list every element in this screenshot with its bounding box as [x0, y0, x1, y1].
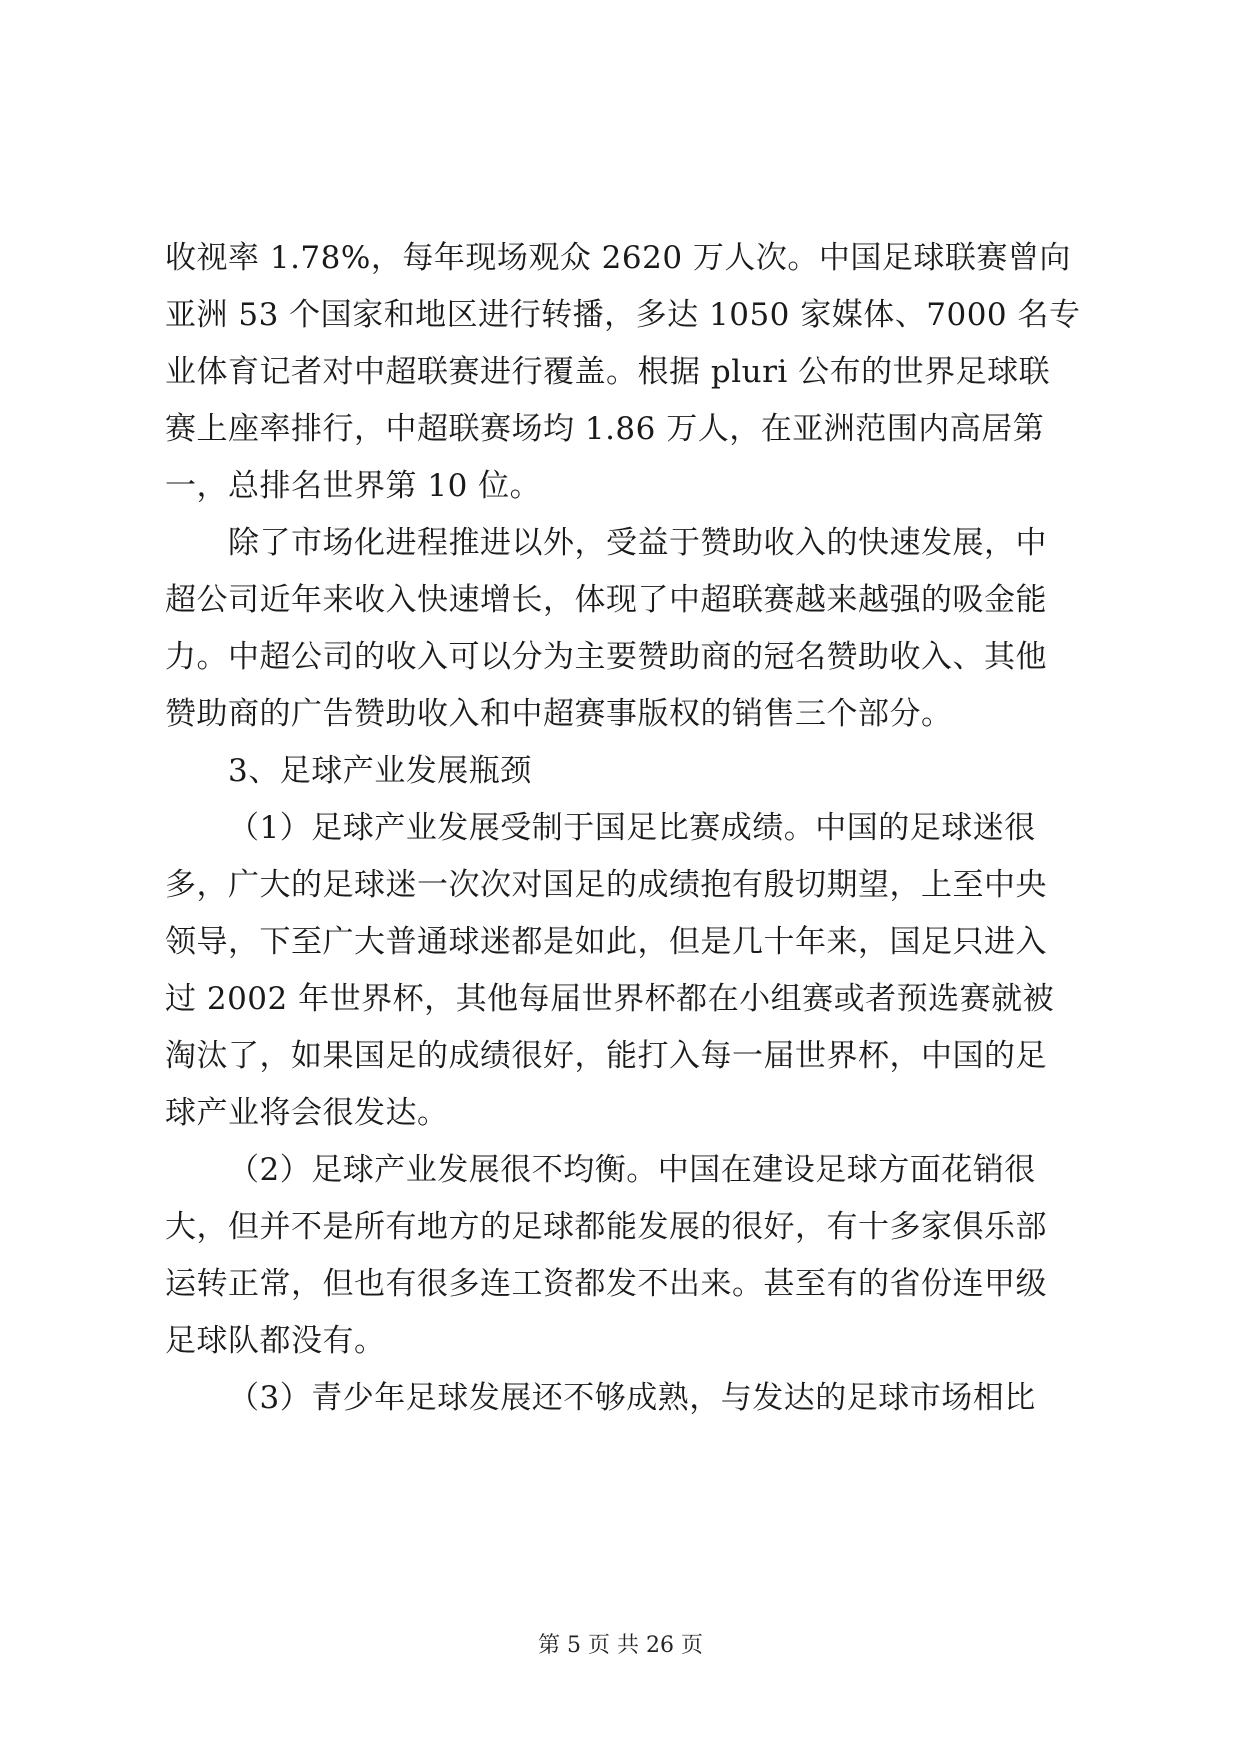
text-line: 收视率 1.78%，每年现场观众 2620 万人次。中国足球联赛曾向: [165, 240, 1071, 276]
text-line: 足球队都没有。: [165, 1323, 386, 1359]
paragraph-first-line: （3）青少年足球发展还不够成熟，与发达的足球市场相比: [228, 1380, 1036, 1416]
text-line: 球产业将会很发达。: [165, 1095, 449, 1131]
text-line: 领导，下至广大普通球迷都是如此，但是几十年来，国足只进入: [165, 924, 1047, 960]
page-footer: 第 5 页 共 26 页: [538, 1633, 703, 1658]
section-heading: 3、足球产业发展瓶颈: [228, 753, 532, 789]
text-line: 力。中超公司的收入可以分为主要赞助商的冠名赞助收入、其他: [165, 639, 1047, 675]
text-line: 超公司近年来收入快速增长，体现了中超联赛越来越强的吸金能: [165, 582, 1047, 618]
text-line: 赛上座率排行，中超联赛场均 1.86 万人，在亚洲范围内高居第: [165, 411, 1045, 447]
text-line: 赞助商的广告赞助收入和中超赛事版权的销售三个部分。: [165, 696, 953, 732]
text-line: 运转正常，但也有很多连工资都发不出来。甚至有的省份连甲级: [165, 1266, 1047, 1302]
text-line: 淘汰了，如果国足的成绩很好，能打入每一届世界杯，中国的足: [165, 1038, 1047, 1074]
paragraph-first-line: （2）足球产业发展很不均衡。中国在建设足球方面花销很: [228, 1152, 1036, 1188]
text-line: 大，但并不是所有地方的足球都能发展的很好，有十多家俱乐部: [165, 1209, 1047, 1245]
text-line: 一，总排名世界第 10 位。: [165, 468, 542, 504]
text-line: 业体育记者对中超联赛进行覆盖。根据 pluri 公布的世界足球联: [165, 354, 1051, 390]
text-line: 亚洲 53 个国家和地区进行转播，多达 1050 家媒体、7000 名专: [165, 297, 1081, 333]
text-line: 多，广大的足球迷一次次对国足的成绩抱有殷切期望，上至中央: [165, 867, 1047, 903]
paragraph-first-line: （1）足球产业发展受制于国足比赛成绩。中国的足球迷很: [228, 810, 1036, 846]
text-line: 过 2002 年世界杯，其他每届世界杯都在小组赛或者预选赛就被: [165, 981, 1055, 1017]
paragraph-first-line: 除了市场化进程推进以外，受益于赞助收入的快速发展，中: [228, 525, 1047, 561]
